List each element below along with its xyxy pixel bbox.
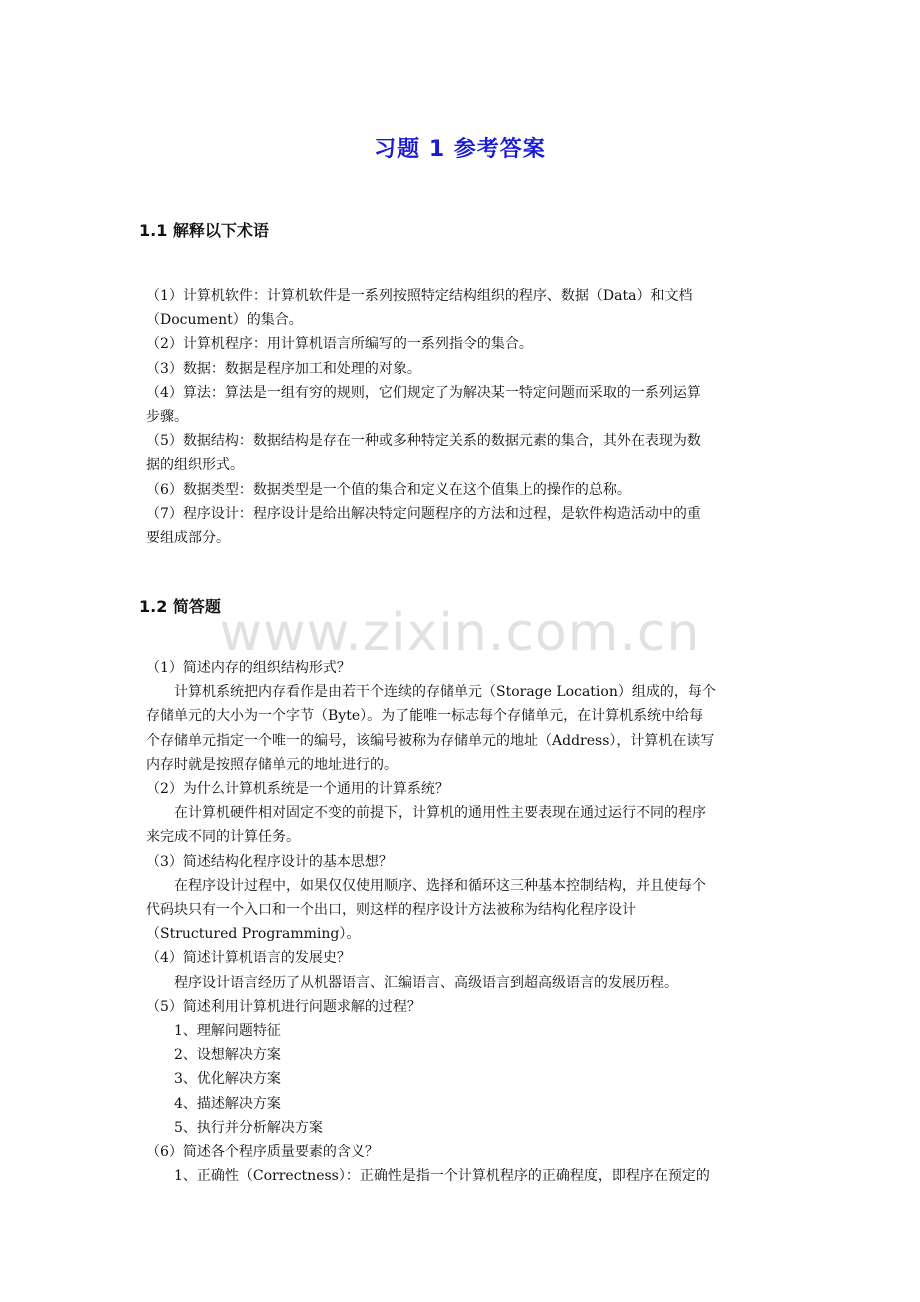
list-item: 3、优化解决方案 <box>174 1071 281 1088</box>
answer-line: 来完成不同的计算任务。 <box>146 829 300 846</box>
text-line: （3）数据：数据是程序加工和处理的对象。 <box>146 360 421 377</box>
section-1-2-body <box>146 656 786 1188</box>
question-line: （1）简述内存的组织结构形式？ <box>146 660 351 676</box>
question-line: （2）为什么计算机系统是一个通用的计算系统？ <box>146 781 449 798</box>
watermark: www.zixin.com.cn <box>219 603 701 663</box>
question-line: （3）简述结构化程序设计的基本思想？ <box>146 853 393 870</box>
section-heading-1-2: 1.2 简答题 <box>139 597 221 616</box>
answer-line: 在计算机硬件相对固定不变的前提下，计算机的通用性主要表现在通过运行不同的程序 <box>174 805 706 822</box>
answer-line: 在程序设计过程中，如果仅仅使用顺序、选择和循环这三种基本控制结构，并且使每个 <box>174 877 706 894</box>
text-line: （6）数据类型：数据类型是一个值的集合和定义在这个值集上的操作的总称。 <box>146 481 631 498</box>
text-line: （7）程序设计：程序设计是给出解决特定问题程序的方法和过程，是软件构造活动中的重 <box>146 505 701 522</box>
list-item: 4、描述解决方案 <box>174 1095 281 1112</box>
text-line: （1）计算机软件：计算机软件是一系列按照特定结构组织的程序、数据（Data）和文档 <box>146 288 693 304</box>
question-line: （6）简述各个程序质量要素的含义？ <box>146 1144 379 1161</box>
text-line: 步骤。 <box>146 409 188 426</box>
answer-line: 计算机系统把内存看作是由若干个连续的存储单元（Storage Location）组成的，每个 <box>174 684 716 701</box>
text-line: （2）计算机程序：用计算机语言所编写的一系列指令的集合。 <box>146 336 533 353</box>
list-item: 5、执行并分析解决方案 <box>174 1119 323 1136</box>
answer-line: 程序设计语言经历了从机器语言、汇编语言、高级语言到超高级语言的发展历程。 <box>174 974 678 991</box>
list-item: 1、理解问题特征 <box>174 1023 281 1040</box>
section-1-1-body <box>146 284 786 550</box>
text-line: 据的组织形式。 <box>146 457 244 474</box>
question-line: （5）简述利用计算机进行问题求解的过程？ <box>146 998 421 1015</box>
list-item: 1、正确性（Correctness）：正确性是指一个计算机程序的正确程度，即程序在预定的 <box>174 1168 710 1185</box>
text-line: 要组成部分。 <box>146 530 230 547</box>
text-line: （Document）的集合。 <box>146 312 303 329</box>
text-line: （4）算法：算法是一组有穷的规则，它们规定了为解决某一特定问题而采取的一系列运算 <box>146 384 701 401</box>
answer-line: 内存时就是按照存储单元的地址进行的。 <box>146 756 398 773</box>
list-item: 2、设想解决方案 <box>174 1047 281 1064</box>
page-title: 习题 1 参考答案 <box>374 137 546 162</box>
answer-line: 代码块只有一个入口和一个出口，则这样的程序设计方法被称为结构化程序设计 <box>146 902 636 919</box>
text-line: （5）数据结构：数据结构是存在一种或多种特定关系的数据元素的集合，其外在表现为数 <box>146 433 701 450</box>
answer-line: 个存储单元指定一个唯一的编号，该编号被称为存储单元的地址（Address），计算机在读写 <box>146 732 715 749</box>
answer-line: （Structured Programming）。 <box>146 926 361 943</box>
section-heading-1-1: 1.1 解释以下术语 <box>139 221 269 240</box>
question-line: （4）简述计算机语言的发展史？ <box>146 950 351 967</box>
answer-line: 存储单元的大小为一个字节（Byte）。为了能唯一标志每个存储单元，在计算机系统中给每 <box>146 708 704 725</box>
